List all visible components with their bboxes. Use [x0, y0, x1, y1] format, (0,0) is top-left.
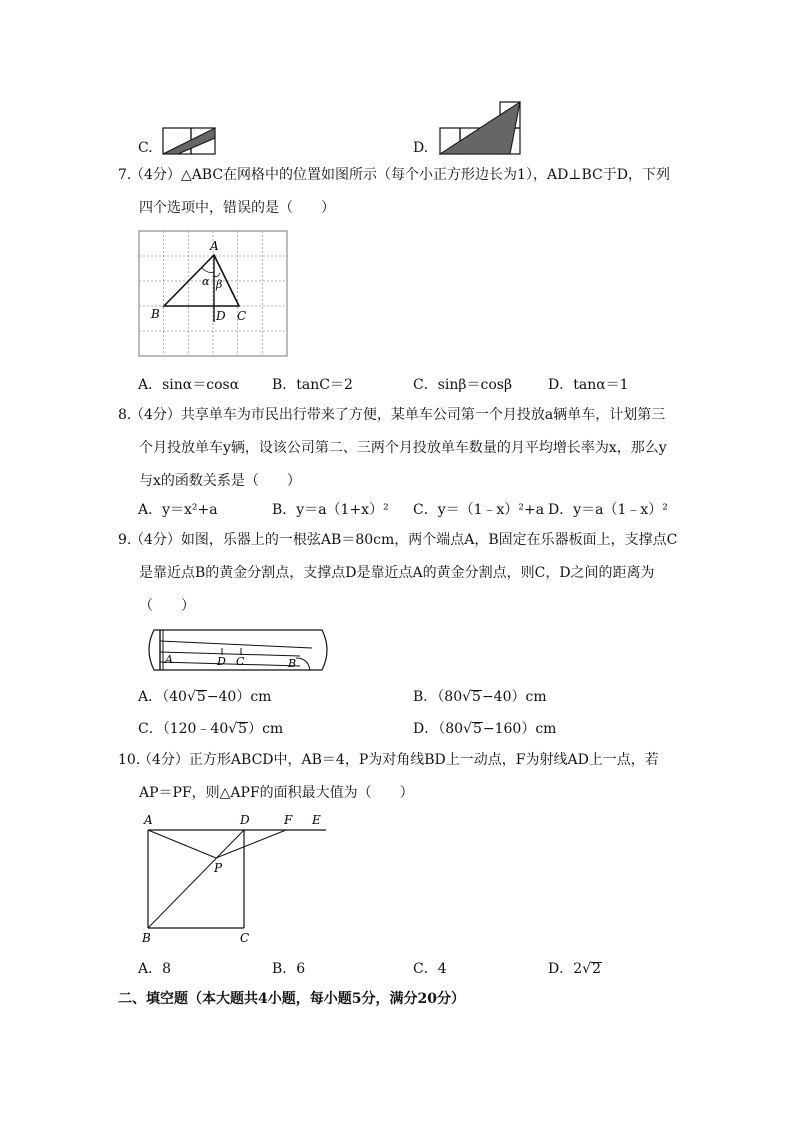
q8-option-c: C．y＝（1﹣x）²+a — [413, 502, 545, 518]
q10-label-c: C — [240, 931, 250, 945]
q8-line3: 与x的函数关系是（ ） — [139, 473, 301, 489]
q9-label-b: B — [288, 657, 297, 670]
fig-option-c-diagram — [160, 126, 220, 156]
q7-label-a: A — [210, 239, 219, 253]
q7-option-b: B．tanC＝2 — [272, 377, 353, 393]
q10-line2: AP＝PF，则△APF的面积最大值为（ ） — [139, 785, 414, 801]
q7-line2: 四个选项中，错误的是（ ） — [139, 200, 335, 216]
q7-option-c: C．sinβ＝cosβ — [413, 377, 513, 393]
fig-option-d-diagram — [436, 100, 526, 156]
q7-number: 7. — [118, 167, 132, 183]
q8-option-b: B．y＝a（1+x）² — [272, 502, 389, 518]
fig-option-d-label: D. — [413, 140, 429, 156]
q7-label-beta: β — [216, 278, 223, 291]
q10-option-c: C．4 — [413, 961, 447, 977]
q9-number: 9. — [118, 532, 132, 548]
q10-label-b: B — [142, 931, 151, 945]
q7-label-b: B — [151, 307, 160, 321]
q10-number: 10. — [118, 752, 141, 768]
q7-option-d: D．tanα＝1 — [548, 377, 629, 393]
q10-label-a: A — [144, 813, 153, 827]
q9-score: （4分） — [130, 532, 181, 548]
q9-line1: 如图，乐器上的一根弦AB＝80cm，两个端点A，B固定在乐器板面上，支撑点C — [180, 532, 678, 548]
q10-option-b: B．6 — [272, 961, 306, 977]
q8-score: （4分） — [130, 407, 181, 423]
fig-option-c-label: C. — [138, 140, 153, 156]
q10-line1: 正方形ABCD中，AB＝4，P为对角线BD上一动点，F为射线AD上一点，若 — [188, 752, 659, 768]
q7-label-c: C — [237, 309, 247, 323]
q8-option-a: A．y＝x²+a — [138, 502, 218, 518]
q10-label-d: D — [240, 813, 250, 827]
q8-line2: 个月投放单车y辆，设该公司第二、三两个月投放单车数量的月平均增长率为x，那么y — [139, 440, 667, 456]
q10-score: （4分） — [138, 752, 189, 768]
q9-line3: （ ） — [139, 598, 195, 614]
q8-number: 8. — [118, 407, 132, 423]
q9-label-d: D — [217, 655, 226, 668]
q7-option-a: A．sinα＝cosα — [138, 377, 240, 393]
q8-option-d: D．y＝a（1﹣x）² — [548, 502, 668, 518]
q9-option-d: D．（80√5−160）cm — [413, 721, 557, 737]
q9-label-a: A — [165, 653, 173, 666]
q7-score: （4分） — [130, 167, 181, 183]
q10-option-a: A．8 — [138, 961, 172, 977]
section-2-heading: 二、填空题（本大题共4小题，每小题5分，满分20分） — [118, 991, 465, 1007]
q9-line2: 是靠近点B的黄金分割点，支撑点D是靠近点A的黄金分割点，则C，D之间的距离为 — [139, 565, 655, 581]
q10-option-d: D．2√2 — [548, 961, 601, 977]
q8-line1: 共享单车为市民出行带来了方便，某单车公司第一个月投放a辆单车，计划第三 — [180, 407, 666, 423]
q7-line1: △ABC在网格中的位置如图所示（每个小正方形边长为1），AD⊥BC于D，下列 — [180, 167, 670, 183]
q10-square-figure — [136, 812, 336, 946]
q9-option-b: B．（80√5−40）cm — [413, 689, 547, 705]
q9-option-c: C．（120﹣40√5）cm — [138, 721, 284, 737]
q10-label-f: F — [284, 813, 293, 827]
q9-label-c: C — [236, 655, 245, 668]
q9-instrument-figure — [140, 628, 330, 672]
q10-label-p: P — [214, 861, 223, 875]
q9-option-a: A．（40√5−40）cm — [138, 689, 272, 705]
q7-label-alpha: α — [202, 275, 210, 288]
q7-grid-figure — [138, 228, 290, 358]
q7-label-d: D — [216, 309, 226, 323]
q10-label-e: E — [312, 813, 321, 827]
